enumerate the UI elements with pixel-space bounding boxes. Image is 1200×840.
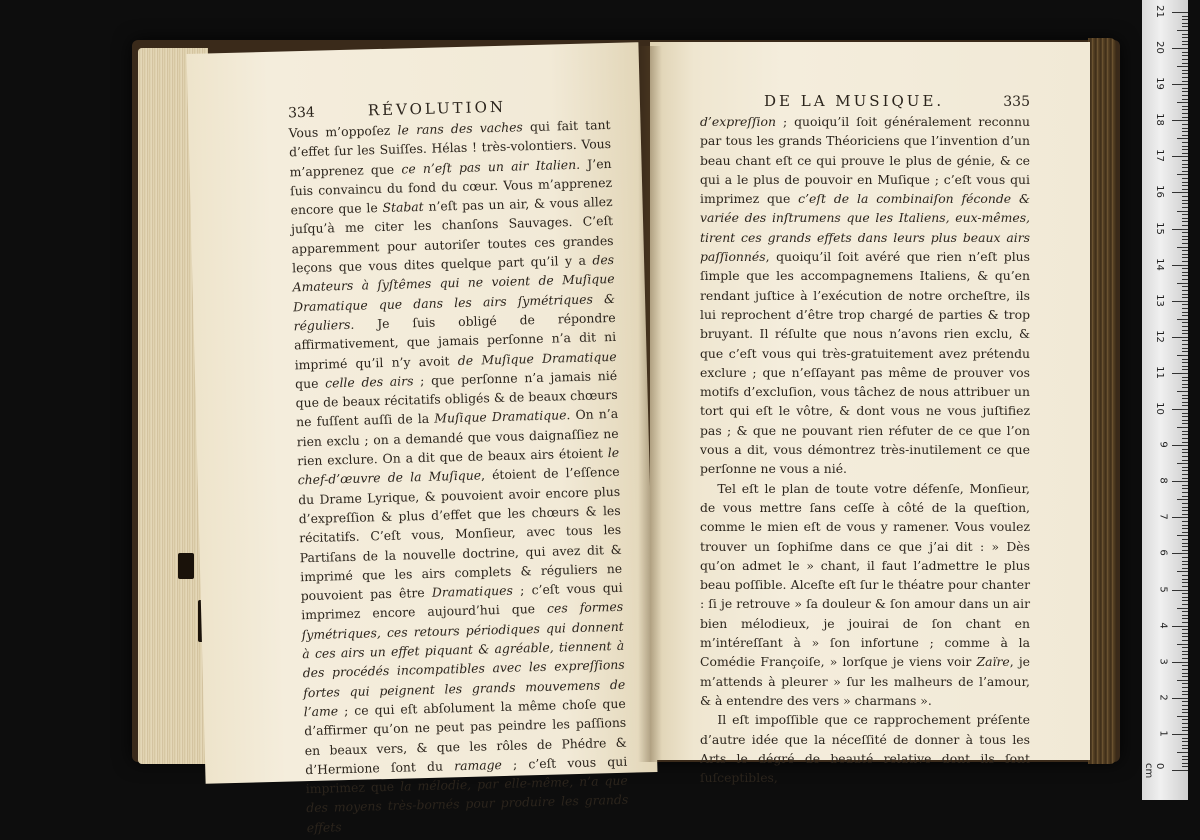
ruler-minor-tick xyxy=(1182,326,1188,327)
ruler-label: 4 xyxy=(1157,621,1169,629)
ruler-minor-tick xyxy=(1182,546,1188,547)
ruler-label: 18 xyxy=(1154,113,1166,127)
ruler-tick xyxy=(1172,770,1188,771)
ruler-minor-tick xyxy=(1182,507,1188,508)
ruler-minor-tick xyxy=(1182,636,1188,637)
ruler-minor-tick xyxy=(1182,41,1188,42)
right-running-title: DE LA MUSIQUE. xyxy=(764,92,945,110)
ruler-minor-tick xyxy=(1182,117,1188,118)
ruler-label: 9 xyxy=(1157,441,1169,448)
ruler-minor-tick xyxy=(1182,146,1188,147)
page-edges-right xyxy=(1088,38,1116,764)
ruler-minor-tick xyxy=(1182,748,1188,749)
ruler-minor-tick xyxy=(1182,442,1188,443)
ruler-minor-tick xyxy=(1182,651,1188,652)
ruler-minor-tick xyxy=(1182,178,1188,179)
ruler-label: 10 xyxy=(1154,402,1166,415)
ruler-minor-tick xyxy=(1182,218,1188,219)
ruler-minor-tick xyxy=(1182,95,1188,96)
ruler-tick xyxy=(1172,192,1188,193)
ruler-tick xyxy=(1172,662,1188,663)
ruler-minor-tick xyxy=(1177,499,1188,500)
left-page xyxy=(187,42,658,835)
left-page-number: 334 xyxy=(287,104,316,122)
ruler-minor-tick xyxy=(1182,384,1188,385)
ruler-minor-tick xyxy=(1182,52,1188,53)
ruler-minor-tick xyxy=(1182,333,1188,334)
ruler-minor-tick xyxy=(1177,535,1188,536)
ruler-minor-tick xyxy=(1182,503,1188,504)
ruler-minor-tick xyxy=(1182,348,1188,349)
ruler-minor-tick xyxy=(1182,387,1188,388)
ruler-minor-tick xyxy=(1182,207,1188,208)
ruler-label: 21 xyxy=(1154,5,1166,18)
ruler-minor-tick xyxy=(1177,463,1188,464)
right-page-text: d’expreſſion ; quoiqu’il ſoit généralement reconnu par tous les grands Théoriciens que l’invention d’un beau chant eſt ce qui prouve le plus de génie, & ce qui a le plus de pouvoir en Muſique ; c’eſt vous qui imprimez que c’eſt de la combinaiſon féconde & variée des inſtrumens que les Italiens, eux-mêmes, tirent ces grands effets dans leurs plus beaux airs paſſionnés, quoiqu’il ſoit avéré que rien n’eſt plus ſimple que les accompagnemens Italiens, & qu’en rendant juſtice à l’exécution de notre orcheſtre, ils lui reprochent d’être trop chargé de parties & trop bruyant. Il réſulte que nous n’avons rien exclu, & que c’eſt vous qui très-gratuitement avez prétendu exclure ; que n’eſſayant pas même de prouver vos motifs d’excluſion, vous tâchez de nous attribuer un tort qui eſt le vôtre, & dont vous ne vous juſtifiez pas ; & que ne pouvant rien réfuter de ce que l’on vous a dit, vous démontrez très-inutilement ce que perſonne ne vous a nié. Tel eſt le plan de toute votre défenſe, Monſieur, de vous mettre ſans ceſſe à côté de la queſtion, comme le mien eſt de vous y ramener. Vous voulez trouver un ſophiſme dans ce que j’ai dit : » Dès qu’on admet le » chant, il faut l’admettre le plus beau poſſible. Alceſte eſt ſur le théatre pour chanter : ſi je retrouve » ſa douleur & ſon amour dans un air bien mélodieux, je jouirai de ſon chant en m’intéreſſant à » ſon infortune ; comme à la Comédie Françoiſe, » lorſque je viens voir Zaïre, je m’attends à pleurer » ſur les malheurs de l’amour, & à entendre des vers » charmans ». Il eſt impoſſible que ce rapprochement préſente d’autre idée que la néceſſité de donner à tous les Arts le dégré de beauté relative dont ils ſont ſuſceptibles, xyxy=(700,114,1031,786)
ruler-minor-tick xyxy=(1182,539,1188,540)
ruler-tick xyxy=(1172,265,1188,266)
ruler-minor-tick xyxy=(1182,149,1188,150)
ruler-minor-tick xyxy=(1182,618,1188,619)
ruler-minor-tick xyxy=(1182,597,1188,598)
ruler-minor-tick xyxy=(1182,16,1188,17)
ruler-minor-tick xyxy=(1182,622,1188,623)
ruler-label: 11 xyxy=(1154,366,1166,379)
measuring-ruler xyxy=(1142,0,1188,800)
ruler-minor-tick xyxy=(1177,138,1188,139)
ruler-minor-tick xyxy=(1177,571,1188,572)
book-gutter xyxy=(638,46,662,762)
ruler-tick xyxy=(1172,301,1188,302)
ruler-minor-tick xyxy=(1182,160,1188,161)
ruler-minor-tick xyxy=(1182,109,1188,110)
ruler-minor-tick xyxy=(1182,485,1188,486)
ruler-minor-tick xyxy=(1177,102,1188,103)
ruler-minor-tick xyxy=(1182,294,1188,295)
ruler-tick xyxy=(1172,626,1188,627)
ruler-minor-tick xyxy=(1182,568,1188,569)
ruler-tick xyxy=(1172,337,1188,338)
ruler-minor-tick xyxy=(1177,644,1188,645)
ruler-minor-tick xyxy=(1182,593,1188,594)
ruler-minor-tick xyxy=(1182,362,1188,363)
ruler-minor-tick xyxy=(1182,254,1188,255)
ruler-minor-tick xyxy=(1182,420,1188,421)
ruler-tick xyxy=(1172,698,1188,699)
ruler-minor-tick xyxy=(1177,66,1188,67)
ruler-minor-tick xyxy=(1182,712,1188,713)
ruler-minor-tick xyxy=(1182,377,1188,378)
ruler-minor-tick xyxy=(1182,528,1188,529)
ruler-tick xyxy=(1172,445,1188,446)
ruler-minor-tick xyxy=(1182,525,1188,526)
ruler-minor-tick xyxy=(1182,640,1188,641)
ruler-minor-tick xyxy=(1182,286,1188,287)
ruler-minor-tick xyxy=(1182,55,1188,56)
ruler-minor-tick xyxy=(1182,221,1188,222)
ruler-minor-tick xyxy=(1182,564,1188,565)
ruler-minor-tick xyxy=(1177,680,1188,681)
ruler-minor-tick xyxy=(1182,63,1188,64)
ruler-label: 5 xyxy=(1157,585,1169,593)
ruler-minor-tick xyxy=(1182,402,1188,403)
ruler-minor-tick xyxy=(1182,142,1188,143)
ruler-minor-tick xyxy=(1182,312,1188,313)
ruler-label: 1 xyxy=(1157,730,1169,737)
ruler-label: 13 xyxy=(1154,293,1166,307)
ruler-minor-tick xyxy=(1182,741,1188,742)
ruler-minor-tick xyxy=(1182,431,1188,432)
ruler-minor-tick xyxy=(1182,164,1188,165)
ruler-tick xyxy=(1172,48,1188,49)
ruler-minor-tick xyxy=(1177,355,1188,356)
ruler-minor-tick xyxy=(1182,759,1188,760)
ruler-minor-tick xyxy=(1182,261,1188,262)
ruler-minor-tick xyxy=(1182,738,1188,739)
ruler-minor-tick xyxy=(1182,315,1188,316)
ruler-tick xyxy=(1172,517,1188,518)
ruler-minor-tick xyxy=(1182,460,1188,461)
ruler-label: 2 xyxy=(1157,694,1169,701)
ruler-minor-tick xyxy=(1182,214,1188,215)
ruler-minor-tick xyxy=(1182,701,1188,702)
ruler-label: 6 xyxy=(1157,549,1169,557)
ruler-minor-tick xyxy=(1182,70,1188,71)
ruler-minor-tick xyxy=(1182,723,1188,724)
ruler-minor-tick xyxy=(1182,81,1188,82)
ruler-minor-tick xyxy=(1182,37,1188,38)
ruler-minor-tick xyxy=(1182,438,1188,439)
ruler-minor-tick xyxy=(1182,745,1188,746)
ruler-minor-tick xyxy=(1182,268,1188,269)
ruler-label: 19 xyxy=(1154,77,1166,91)
ruler-minor-tick xyxy=(1182,543,1188,544)
ruler-minor-tick xyxy=(1182,232,1188,233)
right-running-head xyxy=(700,92,1030,110)
ruler-minor-tick xyxy=(1182,88,1188,89)
ruler-label: 0 cm xyxy=(1143,763,1165,779)
ruler-minor-tick xyxy=(1182,478,1188,479)
ruler-minor-tick xyxy=(1182,359,1188,360)
ruler-minor-tick xyxy=(1182,272,1188,273)
ruler-minor-tick xyxy=(1182,676,1188,677)
ruler-minor-tick xyxy=(1182,434,1188,435)
ruler-minor-tick xyxy=(1182,167,1188,168)
ruler-minor-tick xyxy=(1182,557,1188,558)
ruler-tick xyxy=(1172,590,1188,591)
ruler-minor-tick xyxy=(1182,185,1188,186)
ruler-minor-tick xyxy=(1182,322,1188,323)
ruler-minor-tick xyxy=(1182,456,1188,457)
ruler-label: 16 xyxy=(1154,185,1166,199)
ruler-minor-tick xyxy=(1182,467,1188,468)
ruler-minor-tick xyxy=(1182,369,1188,370)
ruler-minor-tick xyxy=(1182,128,1188,129)
ruler-label: 12 xyxy=(1154,329,1166,343)
ruler-tick xyxy=(1172,481,1188,482)
ruler-label: 15 xyxy=(1154,221,1166,235)
ruler-minor-tick xyxy=(1182,586,1188,587)
ruler-minor-tick xyxy=(1182,304,1188,305)
ruler-minor-tick xyxy=(1182,694,1188,695)
ruler-minor-tick xyxy=(1182,73,1188,74)
ruler-minor-tick xyxy=(1182,91,1188,92)
ruler-minor-tick xyxy=(1182,297,1188,298)
ruler-minor-tick xyxy=(1182,561,1188,562)
ruler-minor-tick xyxy=(1182,405,1188,406)
ruler-minor-tick xyxy=(1182,236,1188,237)
left-running-title: RÉVOLUTION xyxy=(367,97,507,120)
ruler-minor-tick xyxy=(1182,514,1188,515)
ruler-minor-tick xyxy=(1182,709,1188,710)
ruler-minor-tick xyxy=(1182,239,1188,240)
ruler-minor-tick xyxy=(1177,427,1188,428)
ruler-minor-tick xyxy=(1182,763,1188,764)
left-page-text: Vous m’oppoſez le rans des vaches qui fait tant d’effet ſur les Suiſſes. Hélas ! très-volontiers. Vous m’apprenez que ce n’eſt pas un air Italien. J’en ſuis convaincu du fond du cœur. Vous m’apprenez encore que le Stabat n’eſt pas un air, & vous allez juſqu’à me citer les chanſons Sauvages. C’eſt apparemment pour autoriſer toutes ces grandes leçons que vous dites quelque part qu’il y a des Amateurs à ſyſtêmes qui ne voient de Muſique Dramatique que dans les airs ſymétriques & réguliers. Je ſuis obligé de répondre affirmativement, que jamais perſonne n’a dit ni imprimé qu’il n’y avoit de Muſique Dramatique que celle des airs ; que perſonne n’a jamais nié que de beaux récitatifs obligés & de beaux chœurs ne fuſſent auſſi de la Muſique Dramatique. On n’a rien exclu ; on a demandé que vous daignaſſiez ne rien exclure. On a dit que de beaux airs étoient le chef-d’œuvre de la Muſique, étoient de l’eſſence du Drame Lyrique, & pouvoient avoir encore plus d’expreſſion & plus d’effet que les chœurs & les récitatifs. C’eſt vous, Monſieur, avec tous les Partiſans de la nouvelle doctrine, qui avez dit & imprimé que les airs complets & réguliers ne pouvoient pas être Dramatiques ; c’eſt vous qui imprimez encore aujourd’hui que ces formes ſymétriques, ces retours périodiques qui donnent à ces airs un effet piquant & agréable, tiennent à des procédés incompatibles avec les expreſſions fortes qui peignent les grands mouvemens de l’ame ; ce qui eſt abſolument la même choſe que d’affirmer qu’on ne peut pas peindre les paſſions en beaux vers, & que les rôles de Phédre & d’Hermione ſont du ramage ; c’eſt vous qui imprimez que la mélodie, par elle-même, n’a que des moyens très-bornés pour produire les grands effets xyxy=(288,116,629,835)
ruler-minor-tick xyxy=(1177,174,1188,175)
ruler-minor-tick xyxy=(1182,275,1188,276)
ruler-tick xyxy=(1172,156,1188,157)
page-edge-stain xyxy=(178,553,194,579)
ruler-minor-tick xyxy=(1182,395,1188,396)
ruler-minor-tick xyxy=(1182,203,1188,204)
ruler-minor-tick xyxy=(1182,575,1188,576)
ruler-minor-tick xyxy=(1182,344,1188,345)
ruler-minor-tick xyxy=(1182,290,1188,291)
ruler-minor-tick xyxy=(1182,470,1188,471)
ruler-minor-tick xyxy=(1182,756,1188,757)
ruler-minor-tick xyxy=(1182,615,1188,616)
right-page-number: 335 xyxy=(1003,94,1030,110)
ruler-minor-tick xyxy=(1182,673,1188,674)
ruler-minor-tick xyxy=(1182,521,1188,522)
ruler-minor-tick xyxy=(1182,153,1188,154)
ruler-minor-tick xyxy=(1182,59,1188,60)
ruler-minor-tick xyxy=(1182,351,1188,352)
ruler-minor-tick xyxy=(1182,600,1188,601)
ruler-minor-tick xyxy=(1182,366,1188,367)
ruler-label: 17 xyxy=(1154,149,1166,163)
ruler-minor-tick xyxy=(1182,687,1188,688)
ruler-minor-tick xyxy=(1177,391,1188,392)
ruler-label: 20 xyxy=(1154,41,1166,54)
ruler-minor-tick xyxy=(1182,398,1188,399)
ruler-tick xyxy=(1172,120,1188,121)
ruler-minor-tick xyxy=(1182,243,1188,244)
ruler-minor-tick xyxy=(1182,550,1188,551)
ruler-minor-tick xyxy=(1182,629,1188,630)
ruler-minor-tick xyxy=(1182,250,1188,251)
ruler-minor-tick xyxy=(1177,319,1188,320)
ruler-minor-tick xyxy=(1182,189,1188,190)
ruler-minor-tick xyxy=(1182,200,1188,201)
ruler-tick xyxy=(1172,373,1188,374)
ruler-minor-tick xyxy=(1182,496,1188,497)
ruler-minor-tick xyxy=(1182,532,1188,533)
ruler-minor-tick xyxy=(1177,608,1188,609)
ruler-minor-tick xyxy=(1182,44,1188,45)
ruler-minor-tick xyxy=(1177,716,1188,717)
ruler-minor-tick xyxy=(1182,196,1188,197)
ruler-minor-tick xyxy=(1182,23,1188,24)
ruler-minor-tick xyxy=(1182,705,1188,706)
ruler-minor-tick xyxy=(1182,106,1188,107)
ruler-minor-tick xyxy=(1182,257,1188,258)
ruler-minor-tick xyxy=(1182,474,1188,475)
ruler-minor-tick xyxy=(1182,654,1188,655)
ruler-tick xyxy=(1172,12,1188,13)
ruler-tick xyxy=(1172,84,1188,85)
ruler-minor-tick xyxy=(1182,225,1188,226)
ruler-minor-tick xyxy=(1182,449,1188,450)
ruler-minor-tick xyxy=(1182,135,1188,136)
ruler-minor-tick xyxy=(1182,423,1188,424)
ruler-minor-tick xyxy=(1177,247,1188,248)
ruler-minor-tick xyxy=(1182,730,1188,731)
ruler-minor-tick xyxy=(1182,330,1188,331)
ruler-tick xyxy=(1172,229,1188,230)
ruler-label: 8 xyxy=(1157,477,1169,484)
ruler-minor-tick xyxy=(1182,131,1188,132)
ruler-minor-tick xyxy=(1182,691,1188,692)
ruler-minor-tick xyxy=(1182,633,1188,634)
right-page xyxy=(650,42,1090,786)
ruler-minor-tick xyxy=(1182,124,1188,125)
ruler-label: 14 xyxy=(1154,257,1166,271)
ruler-minor-tick xyxy=(1182,727,1188,728)
ruler-minor-tick xyxy=(1177,752,1188,753)
ruler-minor-tick xyxy=(1182,719,1188,720)
ruler-minor-tick xyxy=(1182,34,1188,35)
ruler-minor-tick xyxy=(1182,308,1188,309)
ruler-label: 7 xyxy=(1157,513,1169,521)
ruler-minor-tick xyxy=(1182,77,1188,78)
ruler-tick xyxy=(1172,409,1188,410)
ruler-minor-tick xyxy=(1182,452,1188,453)
ruler-minor-tick xyxy=(1182,171,1188,172)
ruler-minor-tick xyxy=(1182,683,1188,684)
ruler-minor-tick xyxy=(1182,492,1188,493)
ruler-minor-tick xyxy=(1182,611,1188,612)
ruler-minor-tick xyxy=(1182,579,1188,580)
ruler-minor-tick xyxy=(1182,658,1188,659)
ruler-minor-tick xyxy=(1182,582,1188,583)
ruler-minor-tick xyxy=(1182,604,1188,605)
ruler-minor-tick xyxy=(1182,26,1188,27)
ruler-label: 3 xyxy=(1157,658,1169,665)
ruler-minor-tick xyxy=(1182,182,1188,183)
ruler-minor-tick xyxy=(1182,340,1188,341)
ruler-minor-tick xyxy=(1182,488,1188,489)
ruler-minor-tick xyxy=(1182,647,1188,648)
ruler-minor-tick xyxy=(1182,766,1188,767)
ruler-minor-tick xyxy=(1182,113,1188,114)
ruler-minor-tick xyxy=(1182,99,1188,100)
ruler-minor-tick xyxy=(1177,211,1188,212)
ruler-minor-tick xyxy=(1177,30,1188,31)
ruler-minor-tick xyxy=(1182,510,1188,511)
ruler-tick xyxy=(1172,734,1188,735)
ruler-minor-tick xyxy=(1182,279,1188,280)
ruler-minor-tick xyxy=(1182,416,1188,417)
ruler-minor-tick xyxy=(1182,669,1188,670)
ruler-minor-tick xyxy=(1182,665,1188,666)
ruler-minor-tick xyxy=(1182,380,1188,381)
ruler-tick xyxy=(1172,553,1188,554)
ruler-minor-tick xyxy=(1182,19,1188,20)
ruler-minor-tick xyxy=(1177,283,1188,284)
ruler-minor-tick xyxy=(1182,413,1188,414)
